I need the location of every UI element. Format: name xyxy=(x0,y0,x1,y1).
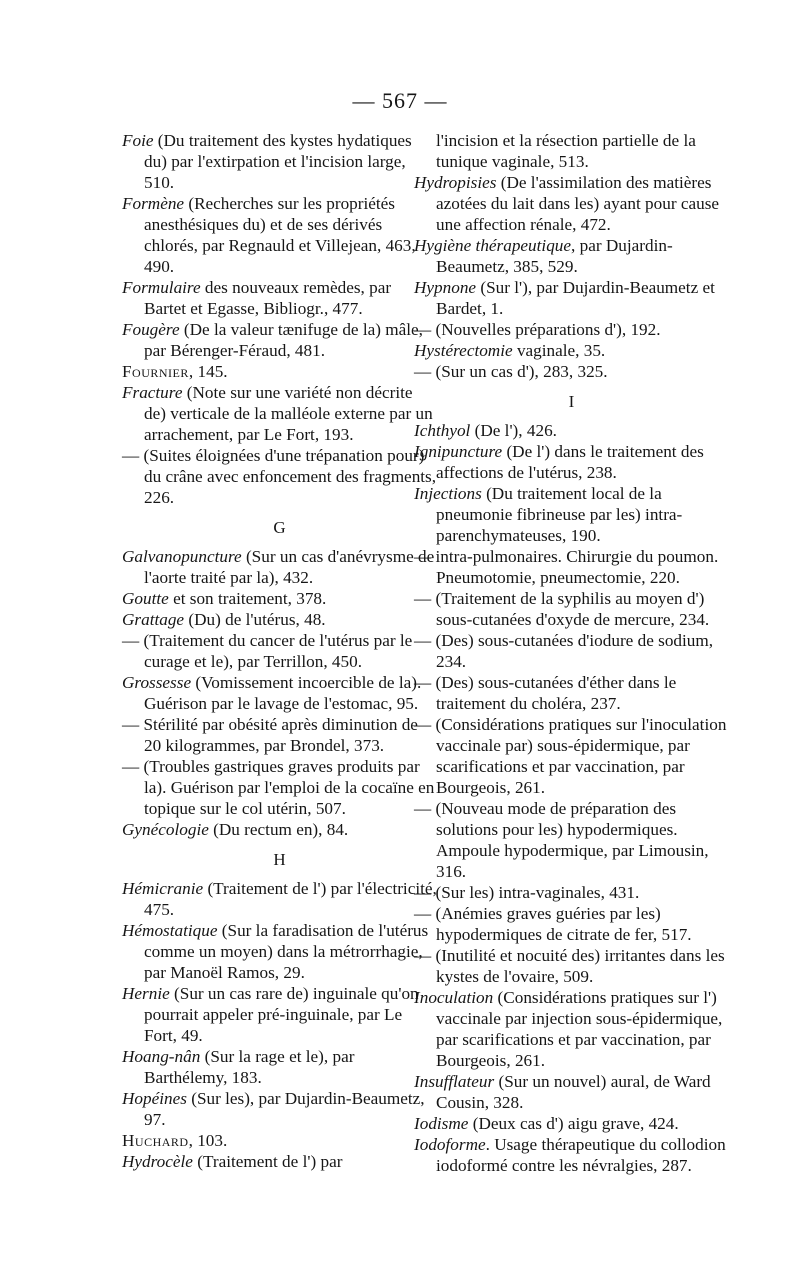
index-entry xyxy=(414,945,729,987)
index-entry xyxy=(414,1113,729,1134)
index-description: (Du traitement local de la pneumonie fibrineuse par les) intra-parenchymateuses, 190. xyxy=(436,484,683,545)
index-entry xyxy=(414,361,729,382)
index-description: (Du) de l'utérus, 48. xyxy=(184,610,326,629)
index-entry xyxy=(122,920,437,983)
index-term: Galvanopuncture xyxy=(122,547,242,566)
index-description: — (Troubles gastriques graves produits par la). Guérison par l'emploi de la cocaïne en topique sur le col utérin, 507. xyxy=(122,757,435,818)
index-entry xyxy=(122,193,437,277)
index-description: vaginale, 35. xyxy=(512,341,606,360)
index-description: (Vomissement incoercible de la). Guérison par le lavage de l'estomac, 95. xyxy=(144,673,422,713)
index-term: Gynécologie xyxy=(122,820,209,839)
index-term: Hémostatique xyxy=(122,921,218,940)
index-entry xyxy=(122,1130,437,1151)
index-term: Injections xyxy=(414,484,482,503)
index-description: (Sur la faradisation de l'utérus comme un moyen) dans la métrorrhagie, par Manoël Ramos, 29. xyxy=(144,921,429,982)
index-entry xyxy=(414,987,729,1071)
index-description: (Traitement de l') par xyxy=(192,1152,343,1171)
index-description: (Traitement de l') par l'électricité, 475. xyxy=(144,879,437,919)
index-entry xyxy=(122,1088,437,1130)
index-term: Hernie xyxy=(122,984,170,1003)
index-term: Grossesse xyxy=(122,673,192,692)
index-description: (De l'assimilation des matières azotées du lait dans les) ayant pour cause une affection rénale, 472. xyxy=(436,173,720,234)
index-entry xyxy=(414,483,729,546)
index-description: , 103. xyxy=(188,1131,228,1150)
index-entry xyxy=(122,1046,437,1088)
index-term: Fracture xyxy=(122,383,183,402)
index-entry xyxy=(414,714,729,798)
index-description: des nouveaux remèdes, par Bartet et Egasse, Bibliogr., 477. xyxy=(144,278,392,318)
index-term: Inoculation xyxy=(414,988,494,1007)
left-column xyxy=(122,130,437,1172)
index-entry xyxy=(414,672,729,714)
index-entry xyxy=(414,172,729,235)
index-author: Huchard xyxy=(122,1131,189,1150)
index-description: (Sur un nouvel) aural, de Ward Cousin, 328. xyxy=(436,1072,711,1112)
index-term: Grattage xyxy=(122,610,185,629)
index-entry xyxy=(414,1134,729,1176)
index-description: — (Des) sous-cutanées d'éther dans le traitement du choléra, 237. xyxy=(414,673,677,713)
index-entry xyxy=(414,588,729,630)
index-description: — (Sur un cas d'), 283, 325. xyxy=(414,362,608,381)
index-term: Hypnone xyxy=(414,278,477,297)
index-description: , 145. xyxy=(188,362,228,381)
index-term: Ignipuncture xyxy=(414,442,503,461)
index-entry xyxy=(122,878,437,920)
index-description: , par Dujardin-Beaumetz, 385, 529. xyxy=(436,236,673,276)
index-entry xyxy=(122,983,437,1046)
index-entry xyxy=(122,1151,437,1172)
section-letter: G xyxy=(273,518,286,537)
section-letter: I xyxy=(568,392,575,411)
index-description: (Sur un cas d'anévrysme de l'aorte traité par la), 432. xyxy=(144,547,435,587)
index-entry xyxy=(414,235,729,277)
index-term: Hydrocèle xyxy=(122,1152,193,1171)
index-entry xyxy=(122,609,437,630)
index-term: Hoang-nân xyxy=(122,1047,201,1066)
index-description: (Sur la rage et le), par Barthélemy, 183. xyxy=(144,1047,355,1087)
index-author: Fournier xyxy=(122,362,189,381)
index-entry xyxy=(122,588,437,609)
index-term: Ichthyol xyxy=(414,421,471,440)
index-entry xyxy=(414,546,729,588)
index-description: (Considérations pratiques sur l') vaccinale par injection sous-épidermique, par scarifications et par vaccination, par Bourgeois, 261. xyxy=(436,988,723,1070)
index-entry xyxy=(414,340,729,361)
index-term: Hopéines xyxy=(122,1089,187,1108)
index-entry xyxy=(122,756,437,819)
section-letter: H xyxy=(273,850,286,869)
index-description: — (Suites éloignées d'une trépanation pour) du crâne avec enfoncement des fragments, 226. xyxy=(122,446,437,507)
index-description: — intra-pulmonaires. Chirurgie du poumon. Pneumotomie, pneumectomie, 220. xyxy=(414,547,719,587)
index-term: Hémicranie xyxy=(122,879,204,898)
index-entry xyxy=(122,819,437,840)
index-entry xyxy=(122,319,437,361)
index-term: Insufflateur xyxy=(414,1072,495,1091)
index-entry xyxy=(414,420,729,441)
index-entry xyxy=(414,882,729,903)
index-entry xyxy=(122,445,437,508)
index-entry xyxy=(414,130,729,172)
index-description: (Sur un cas rare de) inguinale qu'on pourrait appeler pré-inguinale, par Le Fort, 49. xyxy=(144,984,419,1045)
index-entry xyxy=(122,130,437,193)
index-term: Hygiène thérapeutique xyxy=(414,236,572,255)
index-term: Hystérectomie xyxy=(414,341,513,360)
index-term: Fougère xyxy=(122,320,180,339)
index-entry xyxy=(122,277,437,319)
index-description: — (Sur les) intra-vaginales, 431. xyxy=(414,883,640,902)
index-description: (Recherches sur les propriétés anesthésiques du) et de ses dérivés chlorés, par Regnauld et Villejean, 463, 490. xyxy=(144,194,416,276)
index-description: l'incision et la résection partielle de la tunique vaginale, 513. xyxy=(436,131,696,171)
index-entry xyxy=(122,361,437,382)
index-description: — (Inutilité et nocuité des) irritantes dans les kystes de l'ovaire, 509. xyxy=(414,946,725,986)
index-term: Formulaire xyxy=(122,278,201,297)
index-description: (De la valeur tænifuge de la) mâle, par Bérenger-Féraud, 481. xyxy=(144,320,423,360)
index-description: (Sur l'), par Dujardin-Beaumetz et Bardet, 1. xyxy=(436,278,715,318)
index-entry xyxy=(122,382,437,445)
index-entry xyxy=(414,1071,729,1113)
index-description: — (Traitement de la syphilis au moyen d') sous-cutanées d'oxyde de mercure, 234. xyxy=(414,589,710,629)
index-term: Hydropisies xyxy=(414,173,497,192)
index-term: Goutte xyxy=(122,589,169,608)
index-description: — (Anémies graves guéries par les) hypodermiques de citrate de fer, 517. xyxy=(414,904,692,944)
index-description: (De l'), 426. xyxy=(470,421,557,440)
index-description: (Du rectum en), 84. xyxy=(208,820,349,839)
index-description: et son traitement, 378. xyxy=(168,589,327,608)
index-term: Foie xyxy=(122,131,154,150)
index-description: (Du traitement des kystes hydatiques du) par l'extirpation et l'incision large, 510. xyxy=(144,131,412,192)
right-column xyxy=(414,130,729,1176)
index-description: (Sur les), par Dujardin-Beaumetz, 97. xyxy=(144,1089,425,1129)
index-description: — (Des) sous-cutanées d'iodure de sodium, 234. xyxy=(414,631,714,671)
index-term: Iodisme xyxy=(414,1114,469,1133)
index-entry xyxy=(414,798,729,882)
index-description: . Usage thérapeutique du collodion iodoformé contre les névralgies, 287. xyxy=(436,1135,726,1175)
index-entry xyxy=(122,714,437,756)
index-entry xyxy=(414,319,729,340)
index-term: Iodoforme xyxy=(414,1135,486,1154)
index-entry xyxy=(122,630,437,672)
index-description: — (Nouvelles préparations d'), 192. xyxy=(414,320,661,339)
index-description: — Stérilité par obésité après diminution de 20 kilogrammes, par Brondel, 373. xyxy=(122,715,418,755)
index-description: (Deux cas d') aigu grave, 424. xyxy=(468,1114,679,1133)
index-entry xyxy=(122,546,437,588)
index-description: — (Traitement du cancer de l'utérus par le curage et le), par Terrillon, 450. xyxy=(122,631,413,671)
index-entry xyxy=(414,277,729,319)
index-entry xyxy=(122,672,437,714)
index-entry xyxy=(414,903,729,945)
index-entry xyxy=(414,441,729,483)
index-description: (De l') dans le traitement des affections de l'utérus, 238. xyxy=(436,442,704,482)
index-entry xyxy=(414,630,729,672)
page-number: — 567 — xyxy=(352,88,448,113)
index-description: — (Considérations pratiques sur l'inoculation vaccinale par) sous-épidermique, par scarifications et par vaccination, par Bourgeois, 261. xyxy=(414,715,727,797)
index-description: — (Nouveau mode de préparation des solutions pour les) hypodermiques. Ampoule hypodermique, par Limousin, 316. xyxy=(414,799,709,881)
index-term: Formène xyxy=(122,194,185,213)
index-description: (Note sur une variété non décrite de) verticale de la malléole externe par un arrachement, par Le Fort, 193. xyxy=(144,383,433,444)
